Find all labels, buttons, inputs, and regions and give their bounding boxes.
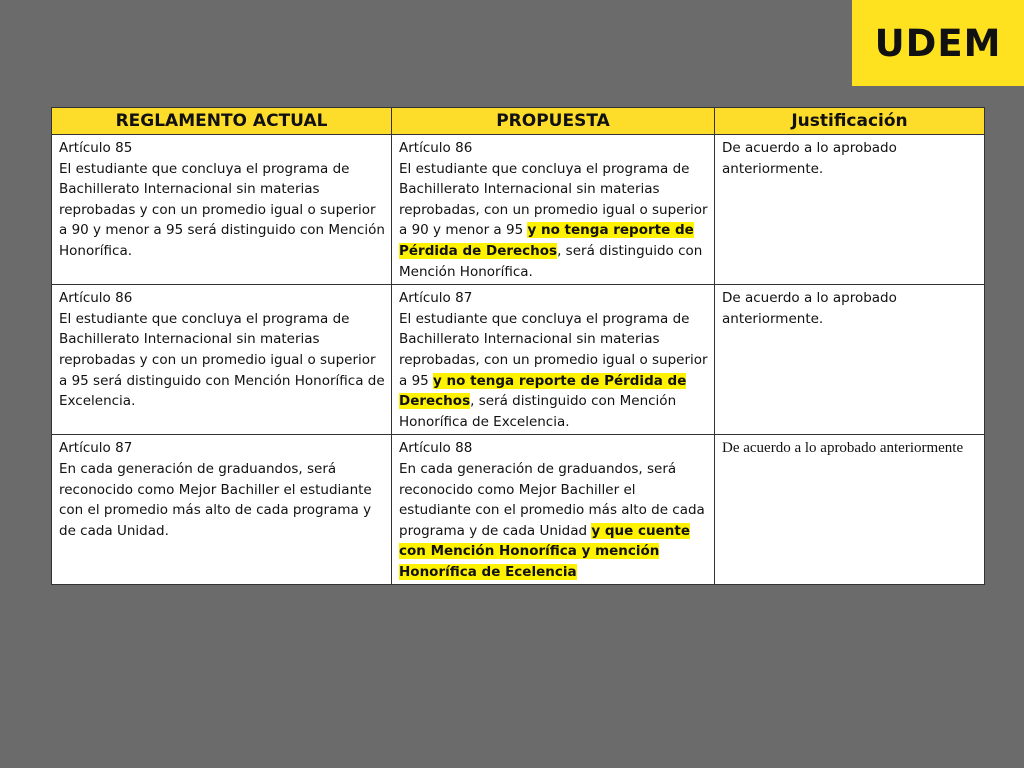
table-row [52, 285, 985, 435]
justification-text: De acuerdo a lo aprobado anteriormente. [722, 290, 897, 327]
cell-justificacion [715, 435, 985, 585]
header-propuesta: PROPUESTA [392, 108, 715, 135]
article-title: Artículo 88 [399, 440, 473, 457]
highlighted-change: y no tenga reporte de Pérdida de Derechos [399, 222, 694, 259]
cell-propuesta [392, 285, 715, 435]
header-reglamento-actual: REGLAMENTO ACTUAL [52, 108, 392, 135]
table-header-row [52, 108, 985, 135]
table-row [52, 135, 985, 285]
article-text: El estudiante que concluya el programa de Bachillerato Internacional sin materias reprobadas, con un promedio igual o superior a 95 [399, 310, 708, 389]
justification-text: De acuerdo a lo aprobado anteriormente. [722, 140, 897, 177]
article-text: En cada generación de graduandos, será reconocido como Mejor Bachiller el estudiante con el promedio más alto de cada programa y de cada Unidad. [59, 460, 372, 539]
cell-justificacion [715, 285, 985, 435]
justification-text: De acuerdo a lo aprobado anteriormente [722, 440, 964, 457]
article-title: Artículo 87 [59, 440, 133, 457]
article-title: Artículo 87 [399, 290, 473, 307]
article-text: El estudiante que concluya el programa de Bachillerato Internacional sin materias reprobadas y con un promedio igual o superior a 95 será distinguido con Mención Honorífica de Excelencia. [59, 310, 385, 410]
cell-propuesta [392, 135, 715, 285]
article-text-end: , será distinguido con Mención Honorífica. [399, 242, 703, 280]
highlighted-change: y no tenga reporte de Pérdida de Derechos [399, 372, 687, 410]
cell-actual [52, 435, 392, 585]
table-row [52, 435, 985, 585]
udem-logo [852, 0, 1024, 86]
article-title: Artículo 85 [59, 140, 133, 156]
cell-propuesta [392, 435, 715, 585]
logo-text: UDEM [874, 21, 1002, 65]
article-title: Artículo 86 [399, 140, 473, 156]
cell-actual [52, 285, 392, 435]
article-text-end: , será distinguido con Mención Honorífica de Excelencia. [399, 393, 677, 430]
highlighted-change: y que cuente con Mención Honorífica y mención Honorífica de Ecelencia [399, 522, 690, 580]
header-justificacion: Justificación [715, 108, 985, 135]
cell-actual [52, 135, 392, 285]
article-title: Artículo 86 [59, 290, 133, 307]
comparison-table [51, 107, 985, 585]
cell-justificacion [715, 135, 985, 285]
article-text: En cada generación de graduandos, será reconocido como Mejor Bachiller el estudiante con el promedio más alto de cada programa y de cada Unidad [399, 460, 705, 539]
article-text: El estudiante que concluya el programa de Bachillerato Internacional sin materias reprobadas, con un promedio igual o superior a 90 y menor a 95 [399, 160, 708, 239]
article-text: El estudiante que concluya el programa de Bachillerato Internacional sin materias reprobadas y con un promedio igual o superior a 90 y menor a 95 será distinguido con Mención Honorífica. [59, 160, 385, 259]
